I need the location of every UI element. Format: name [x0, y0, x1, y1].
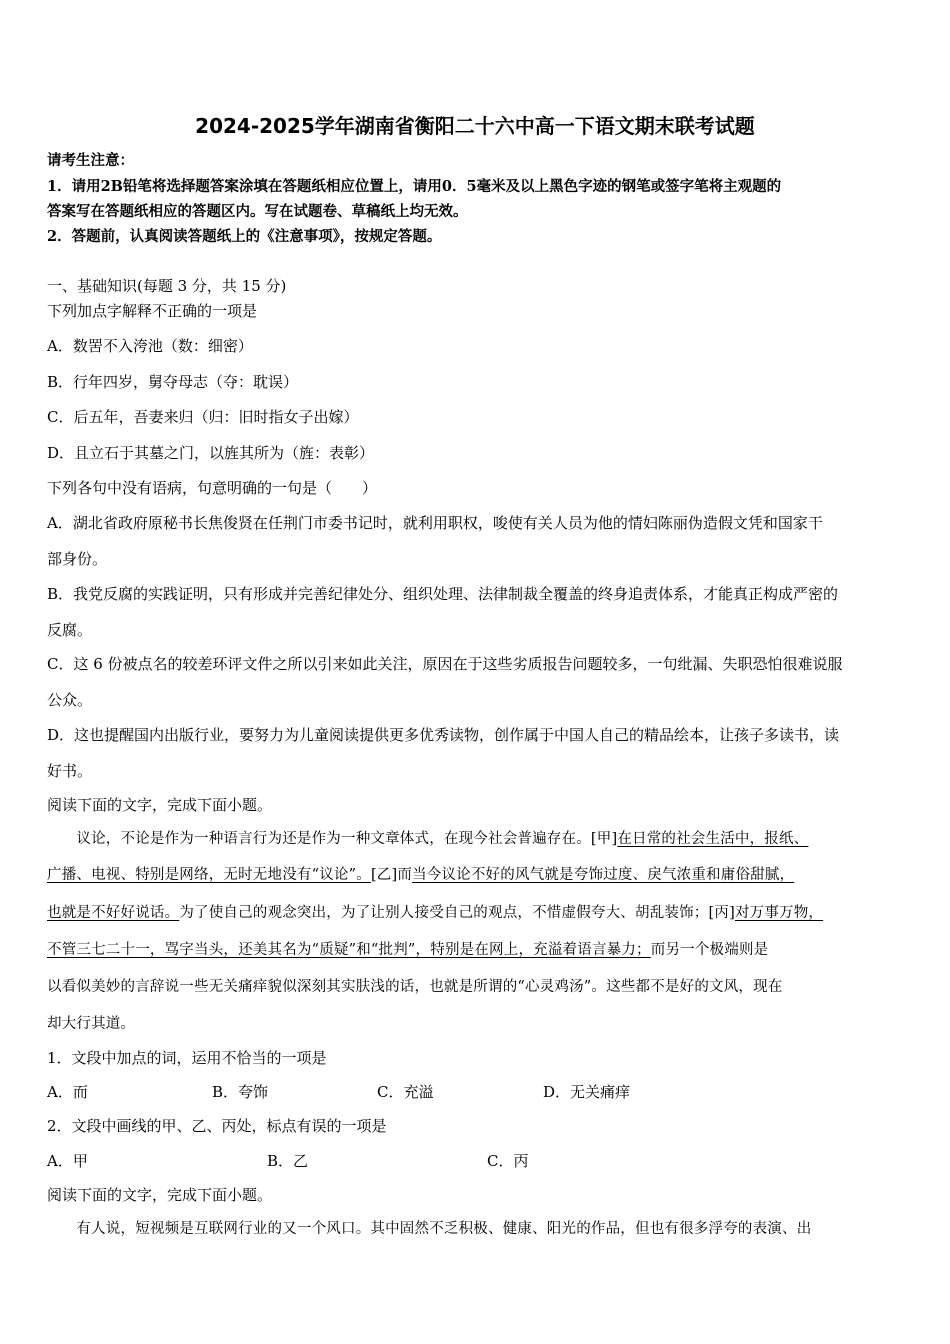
reading1-text: 议论，不论是作为一种语言行为还是作为一种文章体式，在现今社会普遍存在。[甲] — [47, 831, 618, 847]
reading1-line-5: 以看似美妙的言辞说一些无关痛痒貌似深刻其实肤浅的话，也就是所谓的“心灵鸡汤”。这些都不是好的文风，现在 — [47, 979, 783, 995]
reading2-intro: 阅读下面的文字，完成下面小题。 — [47, 1186, 273, 1204]
q2-option-d-cont: 好书。 — [47, 762, 93, 780]
qa-option-c: C．充溢 — [377, 1083, 434, 1101]
q2-option-c: C．这 6 份被点名的较差环评文件之所以引来如此关注，原因在于这些劣质报告问题较多，一句纰漏、失职恐怕很难说服 — [47, 655, 843, 673]
underlined-yi: 当今议论不好的风气就是夸饰过度、戾气浓重和庸俗甜腻， — [412, 867, 795, 883]
notice-item-1-cont: 答案写在答题纸相应的答题区内。写在试题卷、草稿纸上均无效。 — [47, 203, 468, 220]
q1-option-c: C．后五年，吾妻来归（归：旧时指女子出嫁） — [47, 408, 359, 426]
underlined-jia-cont: 广播、电视、特别是网络，无时无地没有“议论”。 — [47, 867, 371, 883]
qa-option-a: A．而 — [47, 1083, 88, 1101]
q2-option-d: D．这也提醒国内出版行业，要努力为儿童阅读提供更多优秀读物，创作属于中国人自己的精品绘本，让孩子多读书，读 — [47, 726, 840, 744]
notice-item-2: 2．答题前，认真阅读答题纸上的《注意事项》，按规定答题。 — [47, 228, 442, 245]
reading1-intro: 阅读下面的文字，完成下面小题。 — [47, 796, 273, 814]
q2-option-a-cont: 部身份。 — [47, 550, 108, 568]
qb-option-b: B．乙 — [267, 1152, 309, 1170]
q2-option-a: A．湖北省政府原秘书长焦俊贤在任荆门市委书记时，就利用职权，唆使有关人员为他的情妇陈丽伪造假文凭和国家干 — [47, 514, 823, 532]
reading1-line-3 — [47, 903, 823, 923]
qa-option-b: B．夸饰 — [212, 1083, 269, 1101]
q1-option-b: B．行年四岁，舅夺母志（夺：耽误） — [47, 373, 299, 391]
reading1-line-1 — [47, 829, 808, 849]
q1-option-a: A．数罟不入洿池（数：细密） — [47, 337, 253, 355]
q2-option-c-cont: 公众。 — [47, 691, 93, 709]
underlined-jia: 在日常的社会生活中，报纸、 — [617, 831, 809, 847]
reading1-line-4 — [47, 940, 768, 960]
reading1-text: [乙]而 — [370, 867, 413, 883]
page-title: 2024-2025学年湖南省衡阳二十六中高一下语文期末联考试题 — [195, 114, 755, 138]
q2-stem: 下列各句中没有语病，句意明确的一句是（ ） — [47, 479, 378, 497]
qa-stem: 1．文段中加点的词，运用不恰当的一项是 — [47, 1049, 327, 1067]
underlined-bing: 对万事万物， — [734, 905, 824, 921]
qb-option-a: A．甲 — [47, 1152, 88, 1170]
reading1-text: 而另一个极端则是 — [650, 942, 769, 958]
q2-option-b-cont: 反腐。 — [47, 621, 93, 639]
notice-item-1: 1．请用2B铅笔将选择题答案涂填在答题纸相应位置上，请用0．5毫米及以上黑色字迹的钢笔或签字笔将主观题的 — [47, 178, 782, 195]
underlined-yi-cont: 也就是不好好说话。 — [47, 905, 180, 921]
notice-heading: 请考生注意： — [47, 152, 134, 169]
reading1-line-2 — [47, 865, 794, 885]
underlined-bing-cont: 不管三七二十一，骂字当头，还美其名为“质疑”和“批判”，特别是在网上，充溢着语言暴力； — [47, 942, 651, 958]
reading1-line-6: 却大行其道。 — [47, 1016, 136, 1032]
qb-stem: 2．文段中画线的甲、乙、丙处，标点有误的一项是 — [47, 1117, 387, 1135]
q1-stem: 下列加点字解释不正确的一项是 — [47, 302, 258, 320]
section-heading: 一、基础知识(每题 3 分，共 15 分) — [47, 277, 287, 295]
qa-option-d: D．无关痛痒 — [543, 1083, 631, 1101]
qb-option-c: C．丙 — [487, 1152, 529, 1170]
reading1-text: 为了使自己的观念突出，为了让别人接受自己的观点，不惜虚假夸大、胡乱装饰；[丙] — [179, 905, 735, 921]
q1-option-d: D．且立石于其墓之门，以旌其所为（旌：表彰） — [47, 444, 375, 462]
q2-option-b: B．我党反腐的实践证明，只有形成并完善纪律处分、组织处理、法律制裁全覆盖的终身追责体系，才能真正构成严密的 — [47, 585, 839, 603]
reading2-line-1: 有人说，短视频是互联网行业的又一个风口。其中固然不乏积极、健康、阳光的作品，但也有很多浮夸的表演、出 — [47, 1221, 812, 1237]
